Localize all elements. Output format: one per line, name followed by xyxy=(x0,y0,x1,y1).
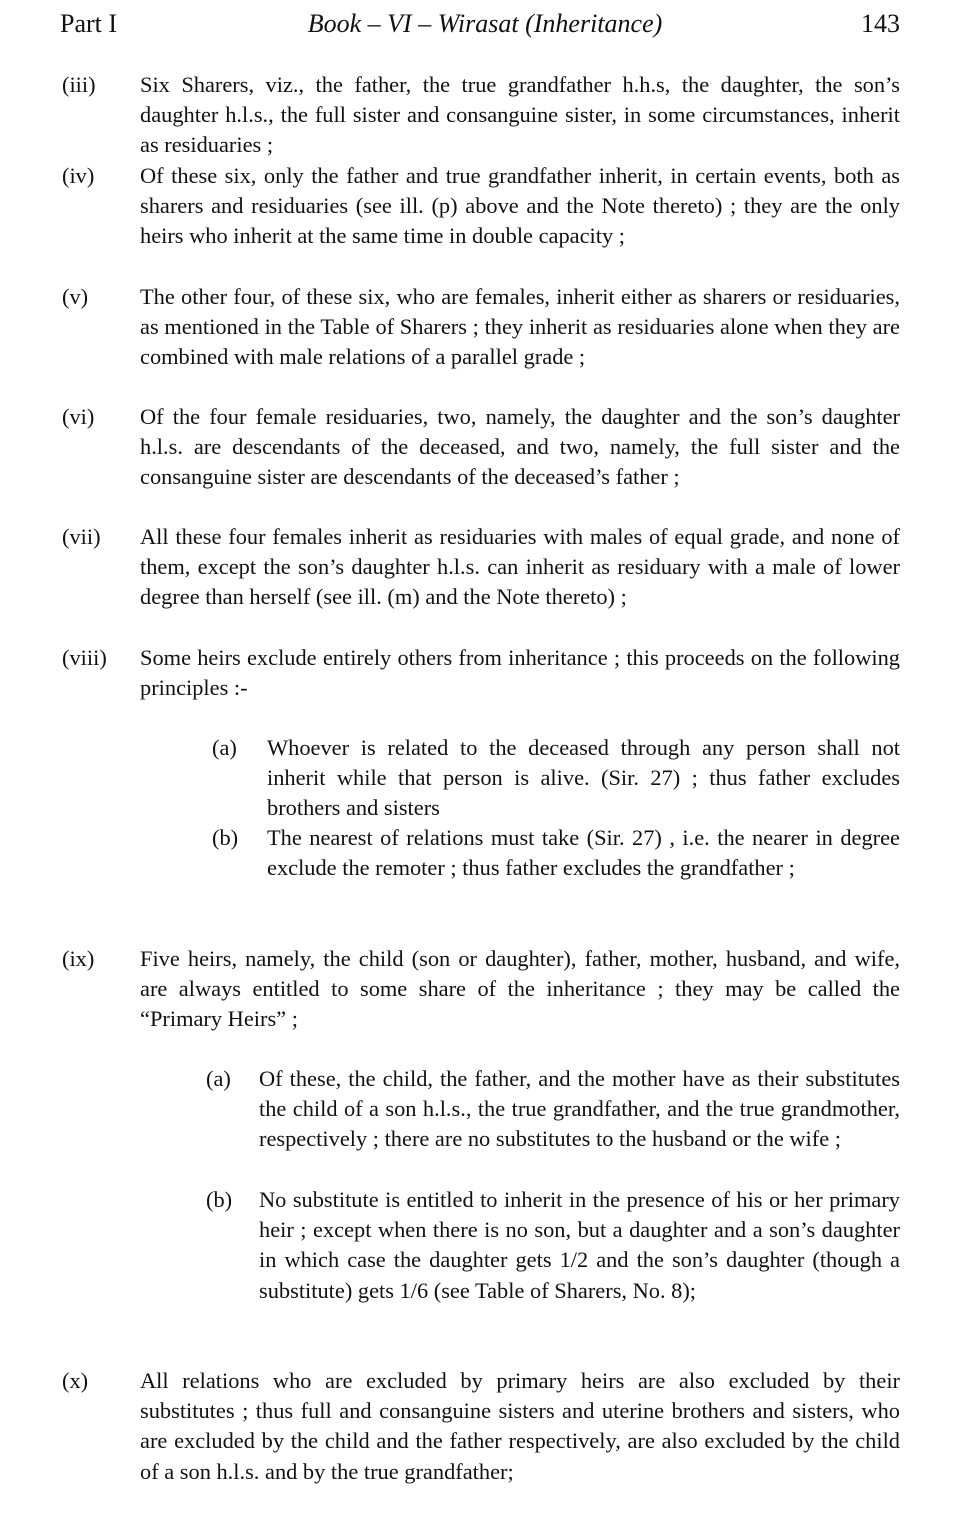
sub-clause-text: No substitute is entitled to inherit in the presence of his or her primary heir ; except when there is no son, but a daughter and a son’s daughter in which case the daughter gets 1/2 and the son’s daughter (though a substitute) gets 1/6 (see Table of Sharers, No. 8); xyxy=(259,1187,900,1303)
clause-viii-b xyxy=(212,823,900,883)
book-title: Book – VI – Wirasat (Inheritance) xyxy=(307,9,663,38)
clause-text: The other four, of these six, who are females, inherit either as sharers or residuaries, as mentioned in the Table of Sharers ; they inherit as residuaries alone when they are combined with male relations of a parallel grade ; xyxy=(140,284,900,370)
clause-text: All relations who are excluded by primary heirs are also excluded by their substitutes ; thus full and consanguine sisters and uterine brothers and sisters, who are excluded by the child and the father respectively, are also excluded by the child of a son h.l.s. and by the true grandfather; xyxy=(140,1368,900,1484)
clause-number: (iii) xyxy=(62,72,96,97)
part-label: Part I xyxy=(60,9,118,38)
clause-text: Six Sharers, viz., the father, the true grandfather h.h.s, the daughter, the son’s daughter h.l.s., the full sister and consanguine sister, in some circumstances, inherit as residuaries ; xyxy=(140,72,900,158)
clause-text: Five heirs, namely, the child (son or daughter), father, mother, husband, and wife, are always entitled to some share of the inheritance ; they may be called the “Primary Heirs” ; xyxy=(140,946,900,1032)
sub-clause-text: Whoever is related to the deceased through any person shall not inherit while that person is alive. (Sir. 27) ; thus father excludes brothers and sisters xyxy=(267,735,900,821)
clause-ix-b xyxy=(206,1185,900,1306)
sub-clause-number: (a) xyxy=(212,735,237,760)
clause-text: Some heirs exclude entirely others from inheritance ; this proceeds on the following principles :- xyxy=(140,645,900,701)
clause-iii xyxy=(62,70,900,161)
clause-ix-a xyxy=(206,1064,900,1155)
page-header xyxy=(60,4,900,44)
clause-number: (viii) xyxy=(62,645,107,670)
sub-clause-number: (b) xyxy=(212,825,239,850)
sub-clause-number: (b) xyxy=(206,1187,233,1212)
clause-viii-a xyxy=(212,733,900,824)
clause-vii xyxy=(62,522,900,613)
clause-number: (iv) xyxy=(62,163,95,188)
clause-iv xyxy=(62,161,900,252)
clause-x xyxy=(62,1366,900,1487)
sub-clause-text: Of these, the child, the father, and the mother have as their substitutes the child of a son h.l.s., the true grandfather, and the true grandmother, respectively ; there are no substitutes to the husband or the wife ; xyxy=(259,1066,900,1152)
sub-clause-number: (a) xyxy=(206,1066,231,1091)
clause-v xyxy=(62,282,900,373)
clause-ix xyxy=(62,944,900,1035)
clause-number: (vi) xyxy=(62,404,95,429)
clause-number: (ix) xyxy=(62,946,95,971)
page-number: 143 xyxy=(861,9,900,38)
clause-text: Of the four female residuaries, two, namely, the daughter and the son’s daughter h.l.s. are descendants of the deceased, and two, namely, the full sister and the consanguine sister are descendants of the deceased’s father ; xyxy=(140,404,900,490)
clause-text: Of these six, only the father and true grandfather inherit, in certain events, both as sharers and residuaries (see ill. (p) above and the Note thereto) ; they are the only heirs who inherit at the same time in double capacity ; xyxy=(140,163,900,249)
clause-number: (vii) xyxy=(62,524,101,549)
clause-number: (x) xyxy=(62,1368,89,1393)
clause-viii xyxy=(62,643,900,703)
clause-vi xyxy=(62,402,900,493)
sub-clause-text: The nearest of relations must take (Sir. 27) , i.e. the nearer in degree exclude the remoter ; thus father excludes the grandfather ; xyxy=(267,825,900,881)
clause-number: (v) xyxy=(62,284,89,309)
clause-text: All these four females inherit as residuaries with males of equal grade, and none of them, except the son’s daughter h.l.s. can inherit as residuary with a male of lower degree than herself (see ill. (m) and the Note thereto) ; xyxy=(140,524,900,610)
